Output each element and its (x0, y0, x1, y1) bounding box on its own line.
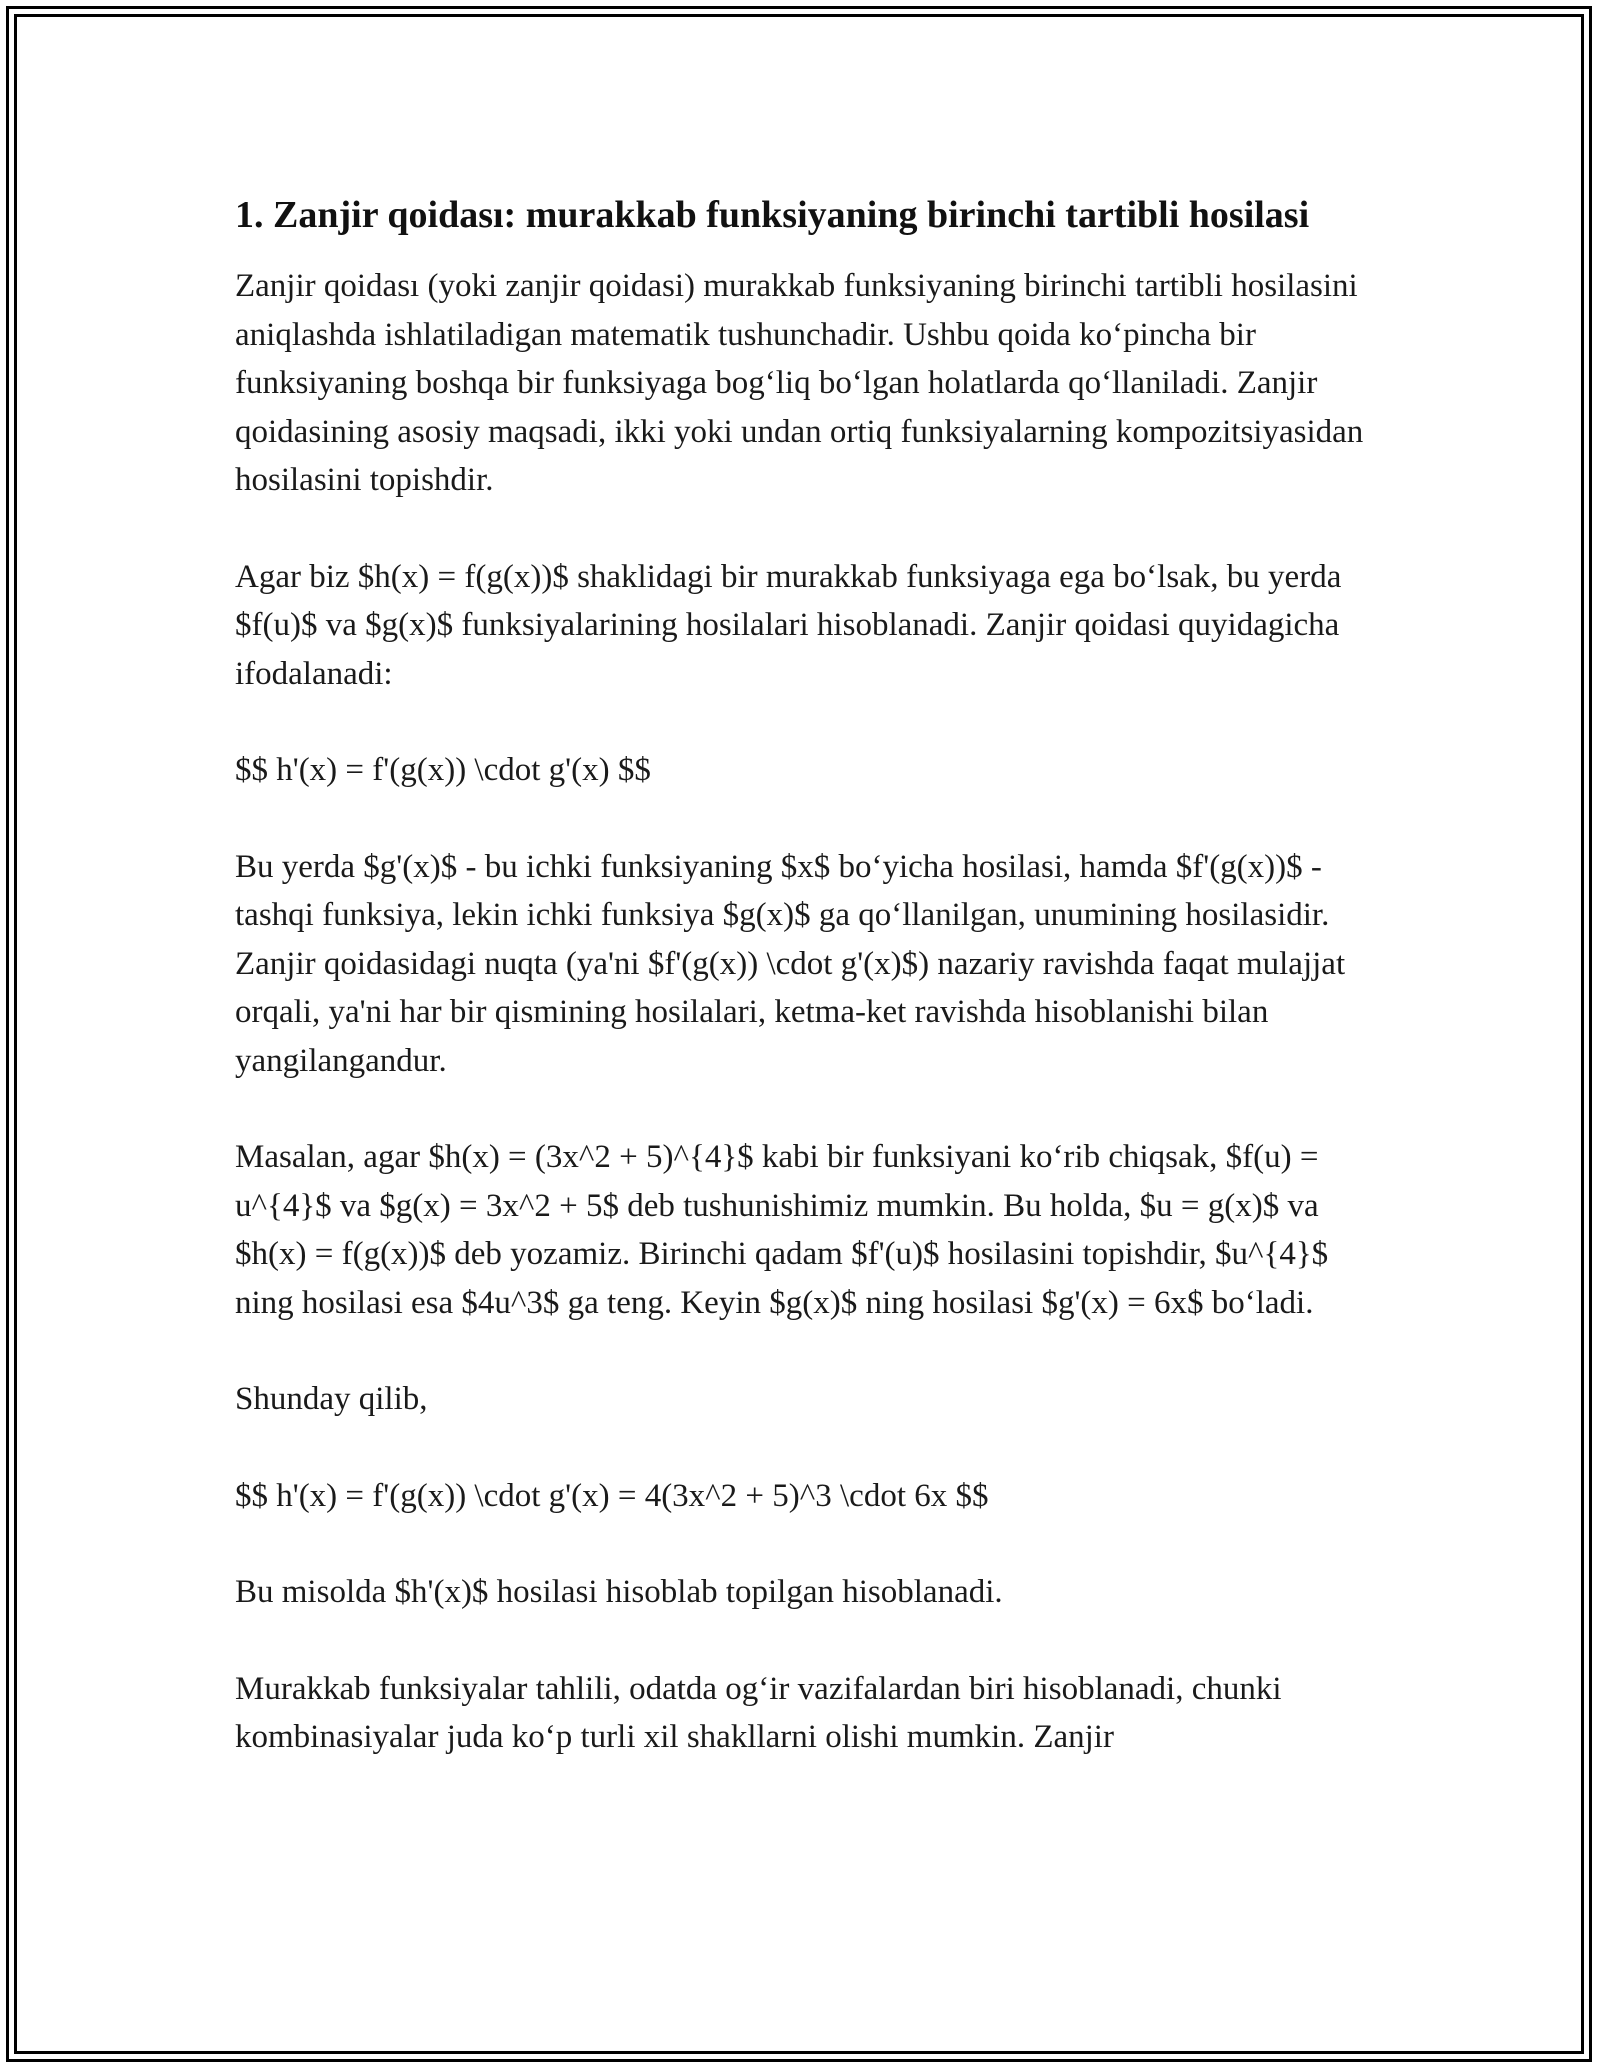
paragraph-definition: Agar biz $h(x) = f(g(x))$ shaklidagi bir murakkab funksiyaga ega boʻlsak, bu yerda $f(u)$ va $g(x)$ funksiyalarining hosilalari hisoblanadi. Zanjir qoidasi quyidagicha ifodalanadi: (235, 558, 1342, 692)
paragraph-example: Masalan, agar $h(x) = (3x^2 + 5)^{4}$ kabi bir funksiyani koʻrib chiqsak, $f(u) = u^{4}$ va $g(x) = 3x^2 + 5$ deb tushunishimiz mumkin. Bu holda, $u = g(x)$ va $h(x) = f(g(x))$ deb yozamiz. Birinchi qadam $f'(u)$ hosilasini topishdir, $u^{4}$ ning hosilasi esa $4u^3$ ga teng. Keyin $g(x)$ ning hosilasi $g'(x) = 6x$ boʻladi. (235, 1139, 1329, 1321)
paragraph-result: Bu misolda $h'(x)$ hosilasi hisoblab topilgan hisoblanadi. (235, 1574, 1003, 1610)
paragraph-thus: Shunday qilib, (235, 1381, 428, 1417)
section-heading: 1. Zanjir qoidası: murakkab funksiyaning birinchi tartibli hosilasi (235, 194, 1310, 236)
paragraph-intro: Zanjir qoidası (yoki zanjir qoidasi) murakkab funksiyaning birinchi tartibli hosilasini aniqlashda ishlatiladigan matematik tushunchadir. Ushbu qoida koʻpincha bir funksiyaning boshqa bir funksiyaga bogʻliq boʻlgan holatlarda qoʻllaniladi. Zanjir qoidasining asosiy maqsadi, ikki yoki undan ortiq funksiyalarning kompozitsiyasidan hosilasini topishdir. (235, 268, 1364, 498)
paragraph-closing: Murakkab funksiyalar tahlili, odatda ogʻir vazifalardan biri hisoblanadi, chunki kombinasiyalar juda koʻp turli xil shakllarni olishi mumkin. Zanjir (235, 1670, 1282, 1755)
formula-chain-rule: $$ h'(x) = f'(g(x)) \cdot g'(x) $$ (235, 752, 651, 788)
document-body (235, 188, 1370, 1810)
formula-example-result: $$ h'(x) = f'(g(x)) \cdot g'(x) = 4(3x^2 + 5)^3 \cdot 6x $$ (235, 1477, 989, 1514)
paragraph-explanation: Bu yerda $g'(x)$ - bu ichki funksiyaning $x$ boʻyicha hosilasi, hamda $f'(g(x))$ - tashqi funksiya, lekin ichki funksiya $g(x)$ ga qoʻllanilgan, unumining hosilasidir. Zanjir qoidasidagi nuqta (ya'ni $f'(g(x)) \cdot g'(x)$) nazariy ravishda faqat mulajjat orqali, ya'ni har bir qismining hosilalari, ketma-ket ravishda hisoblanishi bilan yangilangandur. (235, 848, 1346, 1079)
